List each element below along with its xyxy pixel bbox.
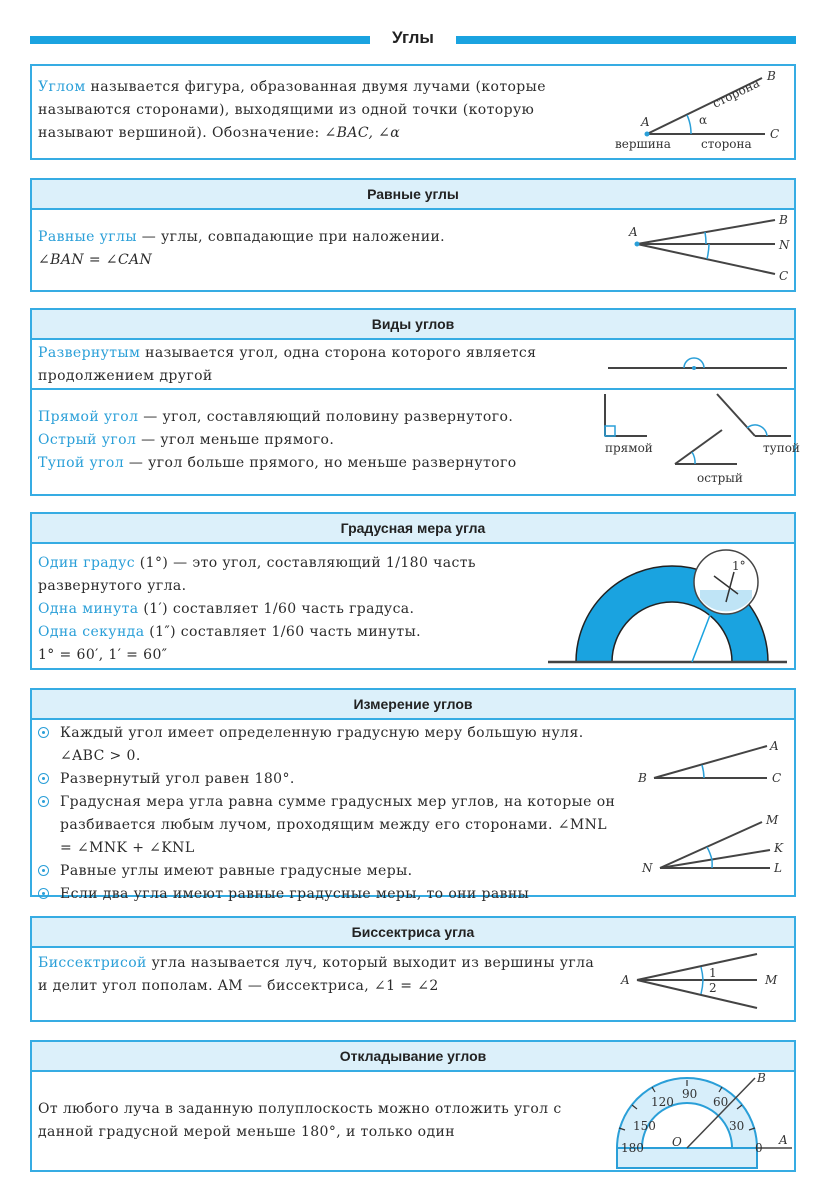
svg-text:A: A <box>621 973 630 987</box>
svg-text:B: B <box>779 213 788 227</box>
svg-text:B: B <box>638 771 647 785</box>
definition-angle-box <box>30 64 796 160</box>
degree-figure <box>542 542 792 668</box>
bullet-icon <box>38 773 49 784</box>
svg-text:A: A <box>629 225 638 239</box>
constructing-angles-box <box>30 1040 796 1172</box>
svg-text:90: 90 <box>682 1087 698 1101</box>
degree-measure-box <box>30 512 796 670</box>
svg-text:сторона: сторона <box>701 137 752 151</box>
svg-text:A: A <box>770 739 779 753</box>
svg-text:1: 1 <box>709 966 717 980</box>
right-angle-definition: Прямой угол — угол, составляющий половину развернутого. <box>38 409 514 425</box>
protractor-figure <box>607 1070 792 1170</box>
list-item: Если два угла имеют равные градусные меры, то они равны <box>36 883 621 906</box>
second-definition: Одна секунда (1″) составляет 1/60 часть минуты. <box>38 624 421 640</box>
svg-text:α: α <box>699 113 708 127</box>
equal-angles-box <box>30 178 796 292</box>
svg-text:60: 60 <box>713 1095 729 1109</box>
svg-text:N: N <box>779 238 790 252</box>
svg-text:A: A <box>779 1133 788 1147</box>
page-title-bar <box>30 28 796 47</box>
section-header: Равные углы <box>32 180 794 210</box>
svg-text:1°: 1° <box>732 559 746 573</box>
angle-definition: Углом называется фигура, образованная двумя лучами (которые называются сторонами), выходящими из одной точки (которую называют вершиной). Обозначение: ∠BAC, ∠α <box>38 79 546 141</box>
svg-text:2: 2 <box>709 981 717 995</box>
degree-measure-text <box>38 552 518 667</box>
straight-angle-figure <box>602 340 792 388</box>
svg-text:N: N <box>642 861 653 875</box>
svg-text:прямой: прямой <box>605 441 653 455</box>
angle-types-list <box>38 406 593 475</box>
svg-text:A: A <box>641 115 650 129</box>
svg-text:острый: острый <box>697 471 743 485</box>
svg-text:O: O <box>672 1135 682 1149</box>
bisector-definition: Биссектрисой угла называется луч, который выходит из вершины угла и делит угол пополам. AM — биссектриса, ∠1 = ∠2 <box>38 955 595 994</box>
angle-types-box <box>30 308 800 496</box>
svg-text:L: L <box>774 861 782 875</box>
bullet-icon <box>38 796 49 807</box>
equal-angles-figure <box>617 210 792 290</box>
svg-text:B: B <box>767 69 776 83</box>
measurement-figure <box>632 730 792 880</box>
angle-measurement-box <box>30 688 796 902</box>
list-item: Каждый угол имеет определенную градусную меру большую нуля. ∠ABC > 0. <box>36 722 621 768</box>
minute-definition: Одна минута (1′) составляет 1/60 часть градуса. <box>38 601 415 617</box>
section-header: Измерение углов <box>32 690 794 720</box>
bullet-icon <box>38 888 49 899</box>
bisector-figure <box>617 948 792 1020</box>
constructing-angles-text: От любого луча в заданную полуплоскость можно отложить угол с данной градусной мерой меньше 180°, и только один <box>38 1101 562 1140</box>
section-header: Биссектриса угла <box>32 918 794 948</box>
straight-angle-definition: Развернутым называется угол, одна сторона которого является продолжением другой <box>38 345 537 384</box>
section-header: Виды углов <box>32 310 794 340</box>
obtuse-angle-definition: Тупой угол — угол больше прямого, но меньше развернутого <box>38 455 517 471</box>
svg-text:M: M <box>765 973 778 987</box>
angle-figure <box>607 66 792 158</box>
degree-formula: 1° = 60′, 1′ = 60″ <box>38 647 168 663</box>
angle-types-figure <box>597 390 800 490</box>
svg-text:сторона: сторона <box>710 75 762 111</box>
equal-angles-definition: Равные углы — углы, совпадающие при наложении. ∠BAN = ∠CAN <box>38 229 446 268</box>
bullet-icon <box>38 865 49 876</box>
svg-text:вершина: вершина <box>615 137 671 151</box>
section-header: Откладывание углов <box>32 1042 794 1072</box>
svg-text:C: C <box>770 127 780 141</box>
section-header: Градусная мера угла <box>32 514 794 544</box>
degree-definition: Один градус (1°) — это угол, составляющий 1/180 часть развернутого угла. <box>38 555 476 594</box>
list-item: Развернутый угол равен 180°. <box>36 768 621 791</box>
svg-text:120: 120 <box>651 1095 674 1109</box>
svg-text:B: B <box>757 1071 766 1085</box>
svg-text:K: K <box>774 841 783 855</box>
svg-text:180: 180 <box>621 1141 644 1155</box>
acute-angle-definition: Острый угол — угол меньше прямого. <box>38 432 335 448</box>
svg-text:M: M <box>766 813 779 827</box>
list-item: Равные углы имеют равные градусные меры. <box>36 860 621 883</box>
svg-text:0: 0 <box>755 1141 763 1155</box>
bisector-box <box>30 916 796 1022</box>
svg-text:C: C <box>779 269 789 283</box>
list-item: Градусная мера угла равна сумме градусных мер углов, на которые он разбивается любым лучом, проходящим между его сторонами. ∠MNL = ∠MNK + ∠KNL <box>36 791 621 860</box>
svg-text:C: C <box>772 771 782 785</box>
svg-text:150: 150 <box>633 1119 656 1133</box>
svg-text:30: 30 <box>729 1119 745 1133</box>
measurement-properties-list <box>36 722 621 906</box>
page-title: Углы <box>378 28 448 47</box>
svg-text:тупой: тупой <box>763 441 800 455</box>
bullet-icon <box>38 727 49 738</box>
